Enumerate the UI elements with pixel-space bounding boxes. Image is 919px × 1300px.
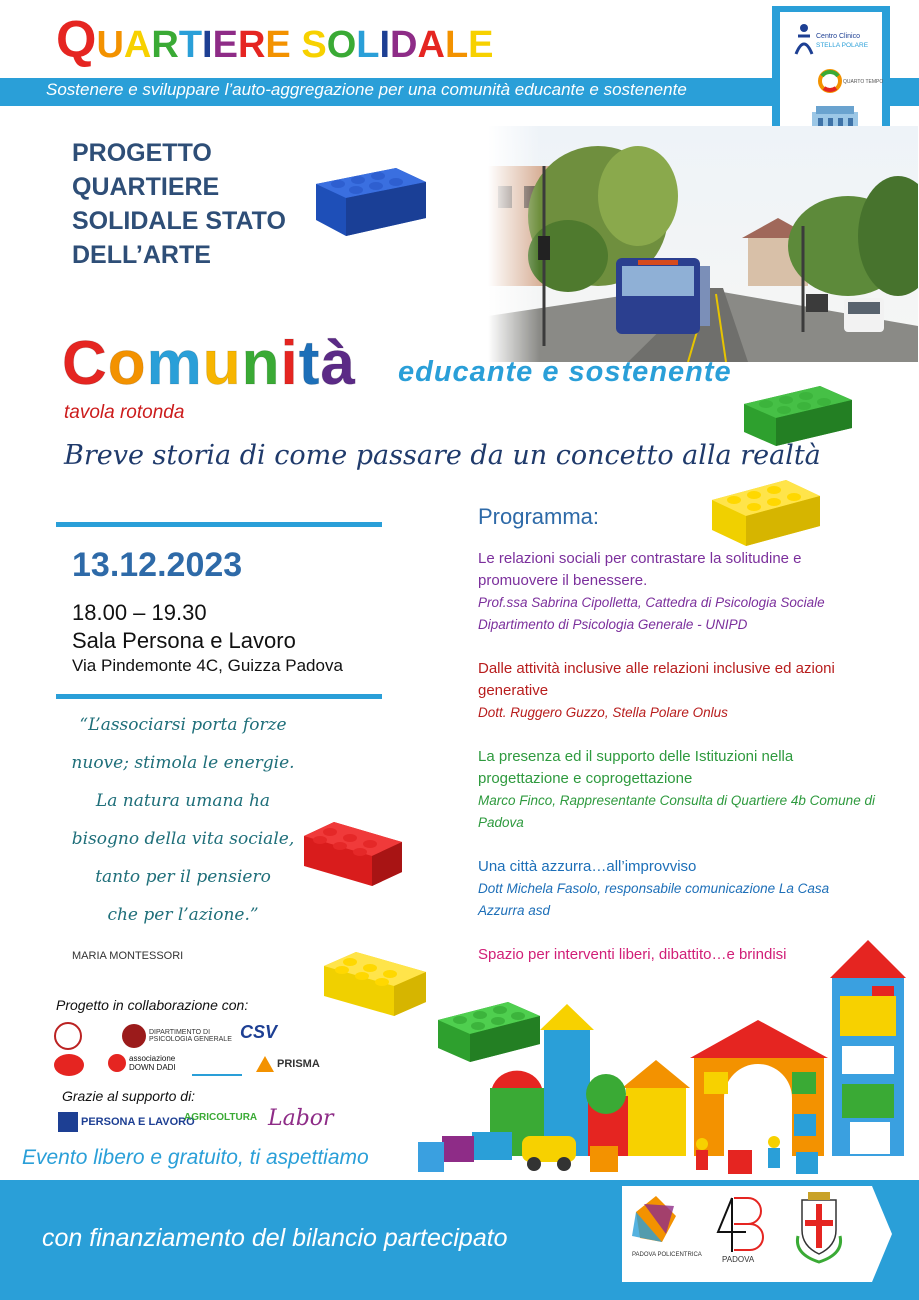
- event-title: [62, 328, 356, 399]
- program-talk: Le relazioni sociali per contrastare la solitudine e promuovere il benessere.: [478, 550, 802, 589]
- brand-title-letter: R: [237, 24, 266, 66]
- program-talk: La presenza ed il supporto delle Istituzioni nella progettazione e coprogettazione: [478, 748, 794, 787]
- event-title-letter: i: [280, 329, 299, 398]
- unipd-logo: [54, 1022, 82, 1050]
- project-title-line: PROGETTO: [72, 139, 212, 167]
- event-title-letter: n: [241, 329, 281, 398]
- green-lego-brick: [740, 376, 856, 448]
- labor-logo: [268, 1106, 334, 1131]
- quote-line: nuove; stimola le energie.: [71, 753, 295, 773]
- brand-title-letter: L: [356, 24, 380, 66]
- ribbon-logo-text-2: STELLA POLARE: [816, 42, 869, 49]
- 9c-logo: [54, 1054, 84, 1076]
- footer-logo-text: PADOVA POLICENTRICA: [632, 1252, 702, 1258]
- lego-town-illustration: [412, 936, 912, 1180]
- footer-text: con finanziamento del bilancio partecipato: [42, 1224, 508, 1252]
- program-speaker: Dott Michela Fasolo, responsabile comunicazione La Casa Azzurra asd: [478, 881, 830, 918]
- support-label: Grazie al supporto di:: [62, 1088, 196, 1104]
- brand-title-letter: U: [96, 24, 124, 66]
- quote-line: “L’associarsi porta forze: [79, 715, 287, 735]
- event-tagline: Breve storia di come passare da un concetto alla realtà: [64, 440, 821, 471]
- brand-title-letter: D: [390, 24, 418, 66]
- brand-title-letter: S: [301, 24, 327, 66]
- brand-title-letter: A: [123, 24, 152, 66]
- event-time: 18.00 – 19.30: [72, 600, 207, 625]
- collab-logo-text: associazione DOWN DADI: [129, 1054, 176, 1072]
- brand-title-letter: A: [417, 24, 445, 66]
- brand-title-letter: T: [178, 24, 203, 66]
- support-logo-text: AGRICOLTURA: [184, 1112, 258, 1123]
- event-title-letter: t: [298, 329, 321, 398]
- mission-logo: [192, 1056, 242, 1076]
- blue-lego-brick: [310, 154, 430, 238]
- montessori-quote: [58, 706, 308, 934]
- brand-title-letter: R: [151, 24, 179, 66]
- program-talk: Una città azzurra…all’improvviso: [478, 858, 697, 875]
- collab-logo-text: DIPARTIMENTO DI PSICOLOGIA GENERALE: [149, 1029, 232, 1043]
- support-logo-text: PERSONA E LAVORO: [81, 1116, 195, 1128]
- collab-logo-text: CSV: [240, 1022, 278, 1042]
- brand-title-letter: Q: [56, 11, 97, 69]
- prisma-logo: [256, 1056, 320, 1072]
- event-address: Via Pindemonte 4C, Guizza Padova: [72, 656, 343, 675]
- program-talk: Dalle attività inclusive alle relazioni inclusive ed azioni generative: [478, 660, 835, 699]
- brand-title-letter: O: [326, 24, 357, 66]
- csv-logo: [240, 1022, 277, 1043]
- program-item: [478, 548, 878, 636]
- program-speaker: Marco Finco, Rappresentante Consulta di Quartiere 4b Comune di Padova: [478, 793, 875, 830]
- program-talk: Spazio per interventi liberi, dibattito…e brindisi: [478, 946, 787, 963]
- divider: [56, 522, 382, 527]
- footer-logos: [622, 1186, 892, 1282]
- programma-title: Programma:: [478, 504, 600, 529]
- brand-title-letter: L: [444, 24, 469, 66]
- program-item: [478, 658, 878, 724]
- quote-line: tanto per il pensiero: [95, 867, 271, 887]
- brand-title: [56, 11, 494, 69]
- quote-author: MARIA MONTESSORI: [72, 950, 184, 962]
- brand-title-letter: [291, 24, 302, 67]
- quote-line: che per l’azione.”: [107, 905, 259, 925]
- event-room: Sala Persona e Lavoro: [72, 628, 296, 653]
- red-lego-brick: [300, 812, 406, 888]
- divider: [56, 694, 382, 699]
- project-title: [72, 136, 312, 272]
- down-dadi-logo: [108, 1054, 178, 1072]
- brand-title-letter: E: [212, 24, 238, 66]
- yellow-lego-brick: [708, 470, 824, 548]
- brand-title-letter: I: [202, 24, 213, 66]
- dipartimento-logo: [122, 1024, 240, 1048]
- event-subtitle: educante e sostenente: [398, 356, 732, 388]
- quote-line: bisogno della vita sociale,: [71, 829, 295, 849]
- quote-line: La natura umana ha: [95, 791, 271, 811]
- collab-logo-text: PRISMA: [277, 1058, 320, 1070]
- agricoltura-logo: [184, 1112, 257, 1123]
- support-logo-text: Labor: [268, 1106, 334, 1131]
- program-item: [478, 746, 878, 834]
- brand-title-letter: E: [265, 24, 291, 66]
- event-date: 13.12.2023: [72, 546, 243, 584]
- project-title-line: DELL’ARTE: [72, 241, 211, 269]
- footer-logo-text: PADOVA: [722, 1255, 755, 1264]
- ribbon-logo-text-3: QUARTO TEMPO: [843, 79, 884, 85]
- collab-label: Progetto in collaborazione con:: [56, 997, 249, 1013]
- program-item: [478, 856, 878, 922]
- event-title-letter: m: [146, 329, 203, 398]
- event-title-letter: u: [202, 329, 242, 398]
- brand-title-letter: I: [379, 24, 391, 66]
- event-title-letter: à: [320, 329, 356, 398]
- program-speaker: Prof.ssa Sabrina Cipolletta, Cattedra di Psicologia Sociale Dipartimento di Psicologia Generale - UNIPD: [478, 595, 825, 632]
- brand-title-letter: E: [468, 24, 494, 66]
- tram-street-photo: [488, 126, 918, 362]
- brand-subtitle: Sostenere e sviluppare l’auto-aggregazione per una comunità educante e sostenente: [46, 80, 687, 99]
- project-title-line: SOLIDALE STATO: [72, 207, 286, 235]
- persona-lavoro-logo: [58, 1112, 195, 1132]
- program-speaker: Dott. Ruggero Guzzo, Stella Polare Onlus: [478, 705, 728, 720]
- event-title-letter: C: [62, 329, 108, 398]
- ribbon-logo-text-1: Centro Clinico: [816, 33, 860, 40]
- event-type: tavola rotonda: [64, 402, 185, 423]
- project-title-line: QUARTIERE: [72, 173, 220, 201]
- free-event-note: Evento libero e gratuito, ti aspettiamo: [22, 1146, 369, 1169]
- event-title-letter: o: [107, 329, 147, 398]
